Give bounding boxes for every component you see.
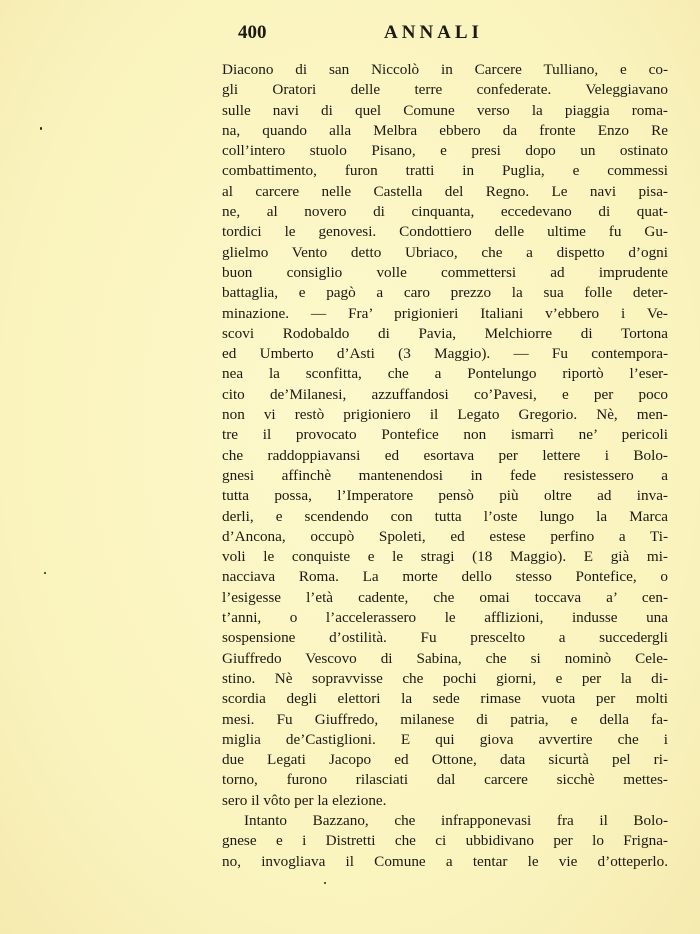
text-line: sulle navi di quel Comune verso la piaggia roma- [222, 101, 668, 119]
text-line: nea la sconfitta, che a Pontelungo riportò l’eser- [222, 365, 668, 383]
body-text [222, 60, 668, 872]
text-line: sero il vôto per la elezione. [222, 791, 387, 809]
page-number: 400 [238, 22, 267, 43]
text-line: coll’intero stuolo Pisano, e presi dopo un ostinato [222, 142, 668, 160]
ink-speck [44, 572, 46, 574]
text-line: stino. Nè sopravvisse che pochi giorni, e per la di- [222, 669, 668, 687]
text-line: miglia de’Castiglioni. E qui giova avvertire che i [222, 730, 668, 748]
page-header [238, 22, 498, 48]
text-line: torno, furono rilasciati dal carcere sicchè mettes- [222, 771, 668, 789]
text-line: tutta possa, l’Imperatore pensò più oltre ad inva- [222, 487, 668, 505]
text-line: due Legati Jacopo ed Ottone, data sicurtà pel ri- [222, 751, 668, 769]
text-line: cito de’Milanesi, azzuffandosi co’Pavesi, e per poco [222, 385, 668, 403]
text-line: gnese e i Distretti che ci ubbidivano per lo Frigna- [222, 832, 668, 850]
text-line: gli Oratori delle terre confederate. Veleggiavano [222, 81, 668, 99]
text-line: tordici le genovesi. Condottiero delle ultime fu Gu- [222, 223, 668, 241]
text-line: combattimento, furon tratti in Puglia, e commessi [222, 162, 668, 180]
text-line: glielmo Vento detto Ubriaco, che a dispetto d’ogni [222, 243, 668, 261]
text-line: nacciava Roma. La morte dello stesso Pontefice, o [222, 568, 668, 586]
text-line: mesi. Fu Giuffredo, milanese di patria, e della fa- [222, 710, 668, 728]
text-line: sospensione d’ostilità. Fu prescelto a succedergli [222, 629, 668, 647]
text-line: d’Ancona, occupò Spoleti, ed estese perfino a Ti- [222, 527, 668, 545]
text-line: scovi Rodobaldo di Pavia, Melchiorre di Tortona [222, 324, 668, 342]
text-line: al carcere nelle Castella del Regno. Le navi pisa- [222, 182, 668, 200]
text-line: l’esigesse l’età cadente, che omai toccava a’ cen- [222, 588, 668, 606]
text-line: Diacono di san Niccolò in Carcere Tulliano, e co- [222, 61, 668, 78]
text-line: voli le conquiste e le stragi (18 Maggio). E già mi- [222, 548, 668, 566]
text-line: t’anni, o l’accelerassero le afflizioni, indusse una [222, 609, 668, 627]
text-line: tre il provocato Pontefice non ismarrì ne’ pericoli [222, 426, 668, 444]
text-line: battaglia, e pagò a caro prezzo la sua folle deter- [222, 284, 668, 302]
running-title: ANNALI [384, 22, 483, 43]
text-line: gnesi affinchè mantenendosi in fede resistessero a [222, 466, 668, 484]
text-line: minazione. — Fra’ prigionieri Italiani v’ebbero i Ve- [222, 304, 668, 322]
text-line: Intanto Bazzano, che infrapponevasi fra il Bolo- [244, 811, 668, 829]
text-line: scordia degli elettori la sede rimase vuota per molti [222, 690, 668, 708]
ink-speck [324, 882, 326, 884]
text-line: no, invogliava il Comune a tentar le vie d’otteperlo. [222, 852, 668, 870]
text-line: buon consiglio volle commettersi ad imprudente [222, 263, 668, 281]
text-line: ed Umberto d’Asti (3 Maggio). — Fu contempora- [222, 345, 668, 363]
text-line: non vi restò prigioniero il Legato Gregorio. Nè, men- [222, 406, 668, 424]
text-line: na, quando alla Melbra ebbero da fronte Enzo Re [222, 121, 668, 139]
ink-speck [40, 127, 42, 130]
text-line: ne, al novero di cinquanta, eccedevano di quat- [222, 203, 668, 221]
text-line: che raddoppiavansi ed esortava per lettere i Bolo- [222, 446, 668, 464]
text-line: Giuffredo Vescovo di Sabina, che si nominò Cele- [222, 649, 668, 667]
text-line: derli, e scendendo con tutta l’oste lungo la Marca [222, 507, 668, 525]
